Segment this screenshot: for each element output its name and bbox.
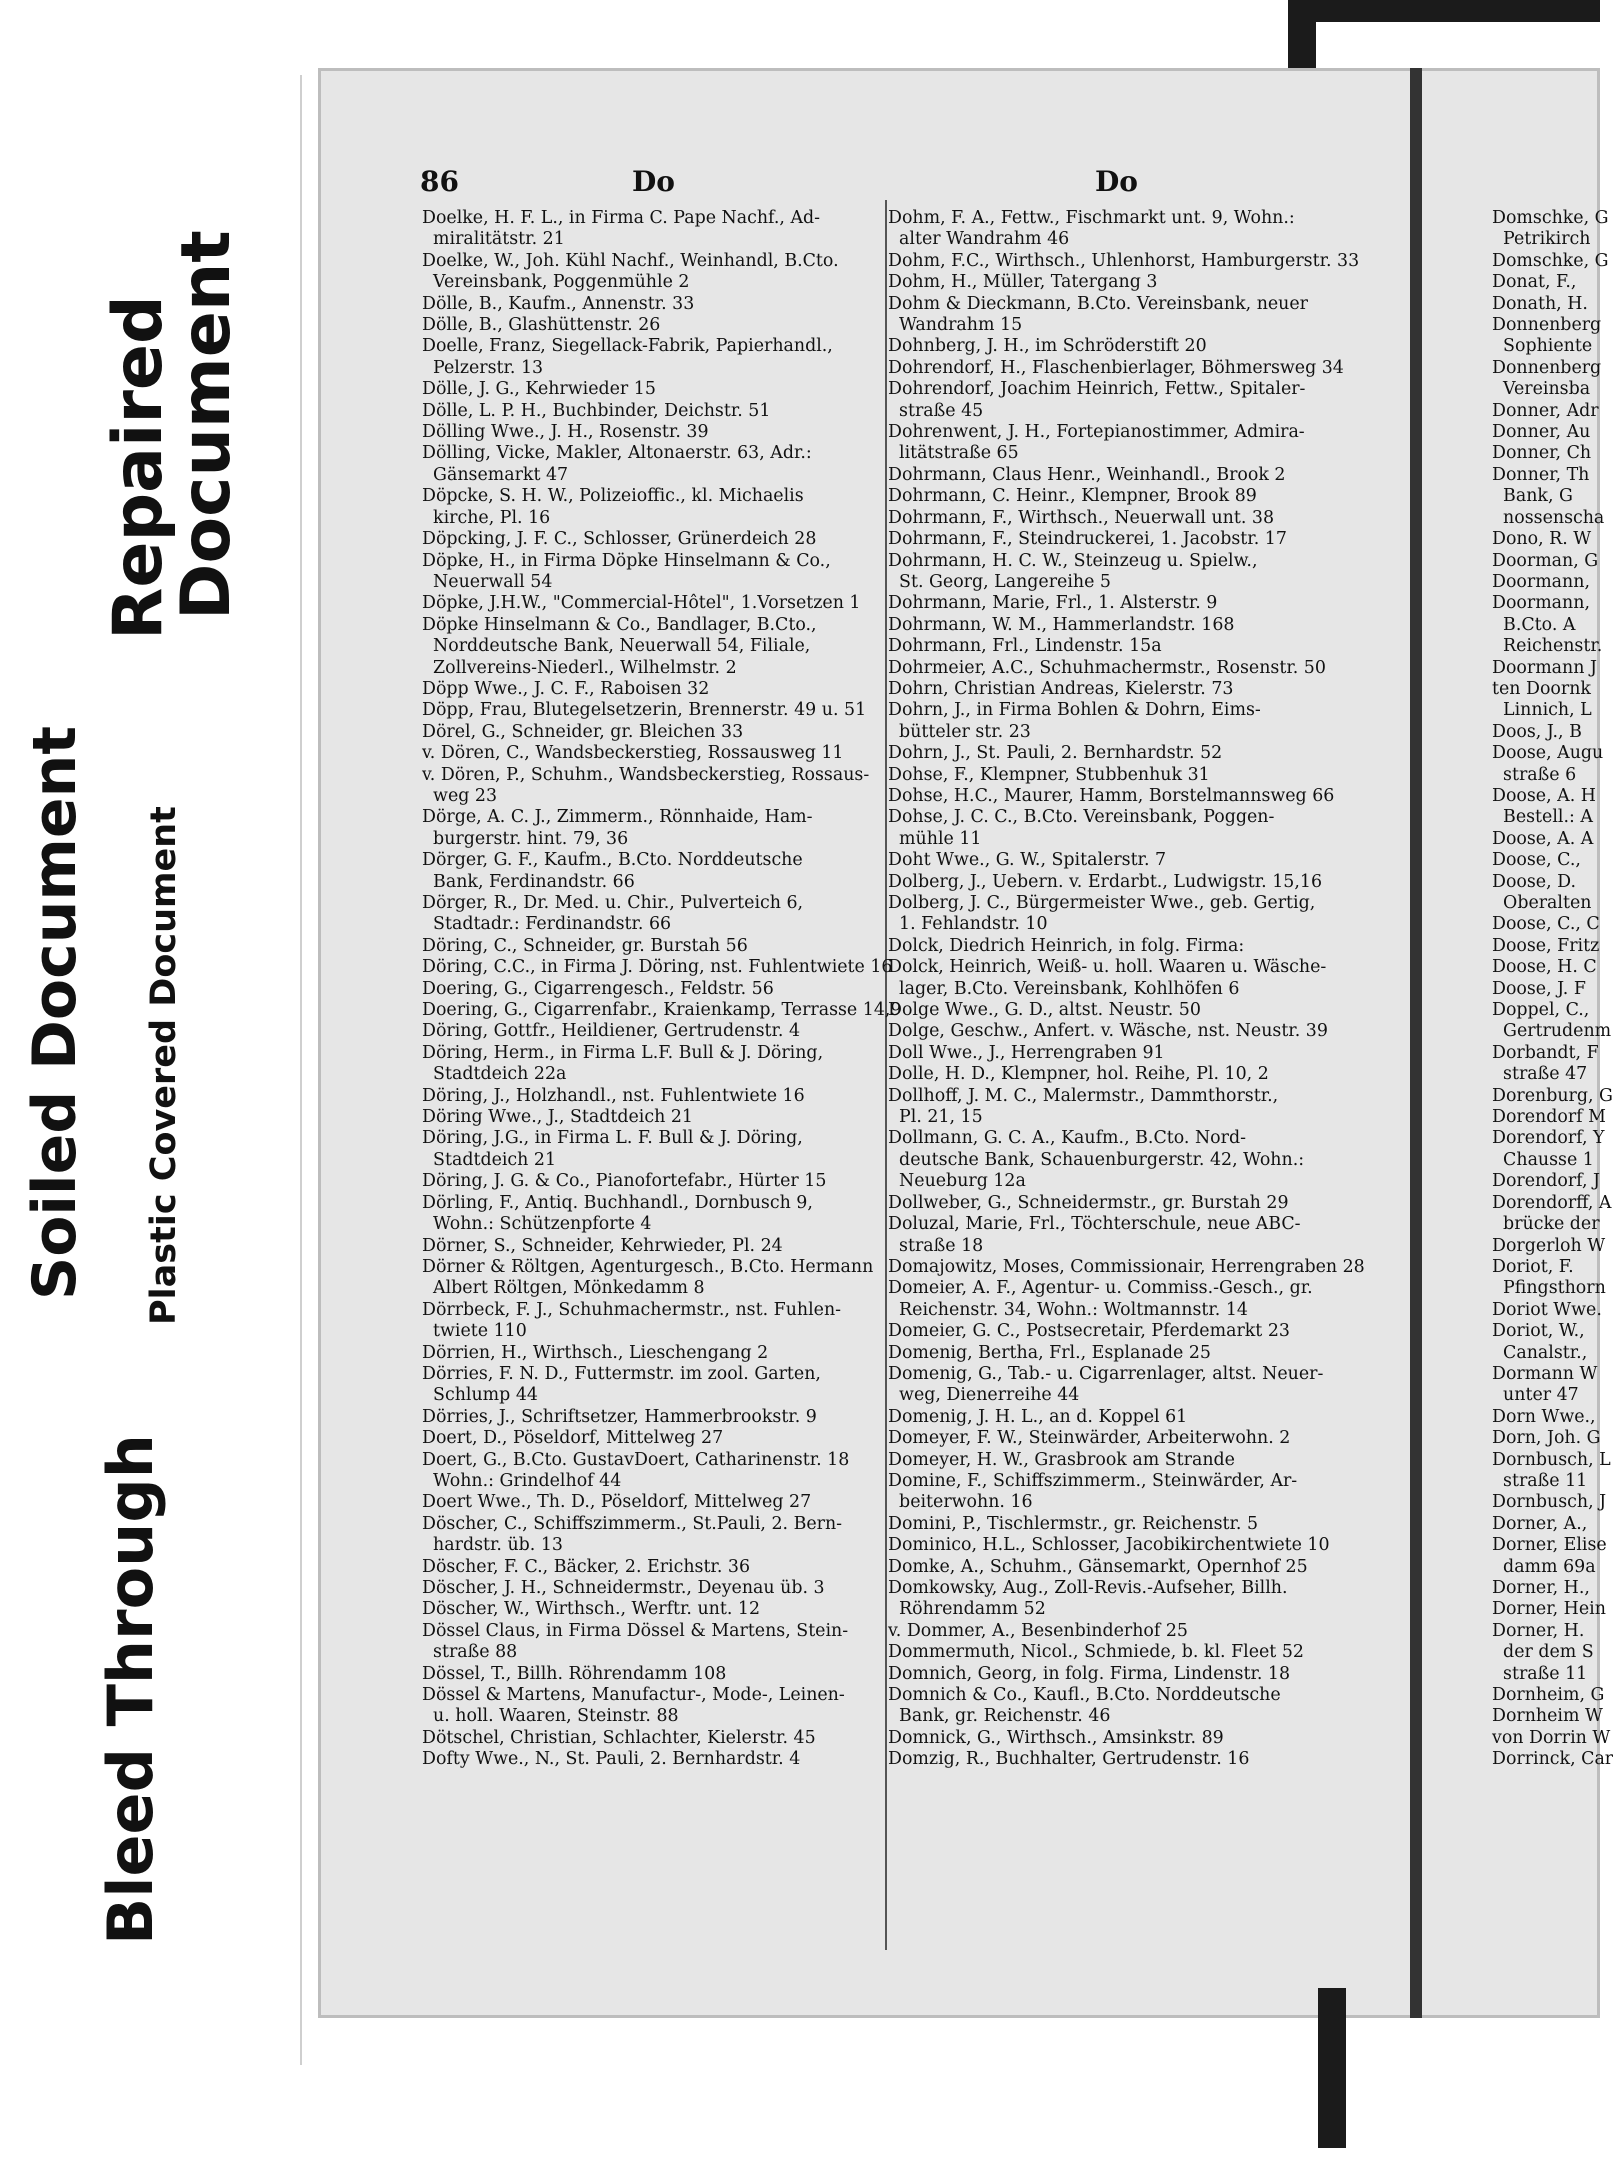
- directory-line: Dorrinck, Car: [1492, 1749, 1613, 1770]
- directory-line: Döring, J. G. & Co., Pianofortefabr., Hürter 15: [422, 1171, 827, 1192]
- scanner-strip-top: [1288, 0, 1316, 68]
- directory-line: hardstr. üb. 13: [422, 1535, 563, 1556]
- directory-line: Dornbusch, L: [1492, 1449, 1611, 1470]
- directory-line: Doose, Fritz: [1492, 935, 1600, 956]
- directory-line: Dohse, J. C. C., B.Cto. Vereinsbank, Poggen-: [888, 807, 1275, 828]
- directory-line: B.Cto. A: [1492, 614, 1576, 635]
- directory-line: Dohrendorf, Joachim Heinrich, Fettw., Spitaler-: [888, 379, 1306, 400]
- directory-line: Doht Wwe., G. W., Spitalerstr. 7: [888, 850, 1167, 871]
- directory-line: Dörrbeck, F. J., Schuhmachermstr., nst. Fuhlen-: [422, 1299, 842, 1320]
- directory-line: weg 23: [422, 785, 498, 806]
- directory-line: straße 88: [422, 1642, 518, 1663]
- directory-line: Döscher, F. C., Bäcker, 2. Erichstr. 36: [422, 1556, 751, 1577]
- directory-line: Dohrmann, H. C. W., Steinzeug u. Spielw.,: [888, 550, 1258, 571]
- repaired-line-2: Document: [167, 230, 246, 620]
- directory-line: straße 11: [1492, 1663, 1588, 1684]
- directory-line: beiterwohn. 16: [888, 1492, 1033, 1513]
- directory-line: Doluzal, Marie, Frl., Töchterschule, neue ABC-: [888, 1214, 1301, 1235]
- directory-line: twiete 110: [422, 1321, 527, 1342]
- directory-line: Pl. 21, 15: [888, 1107, 983, 1128]
- directory-line: Dohrenwent, J. H., Fortepianostimmer, Admira-: [888, 422, 1305, 443]
- directory-line: Dorner, Elise: [1492, 1535, 1607, 1556]
- directory-line: Dölle, L. P. H., Buchbinder, Deichstr. 51: [422, 400, 771, 421]
- directory-line: Wohn.: Grindelhof 44: [422, 1470, 622, 1491]
- directory-line: 1. Fehlandstr. 10: [888, 914, 1048, 935]
- directory-line: Dorendorf M: [1492, 1107, 1606, 1128]
- directory-line: Donner, Adr: [1492, 400, 1599, 421]
- directory-line: Domeyer, F. W., Steinwärder, Arbeiterwohn. 2: [888, 1428, 1291, 1449]
- directory-line: Donath, H.: [1492, 293, 1588, 314]
- directory-line: Dohm, F.C., Wirthsch., Uhlenhorst, Hamburgerstr. 33: [888, 250, 1360, 271]
- directory-line: Dössel Claus, in Firma Dössel & Martens, Stein-: [422, 1620, 849, 1641]
- directory-line: Dörel, G., Schneider, gr. Bleichen 33: [422, 721, 744, 742]
- directory-line: Gertrudenm: [1492, 1021, 1612, 1042]
- directory-line: Dolck, Heinrich, Weiß- u. holl. Waaren u. Wäsche-: [888, 957, 1327, 978]
- directory-line: Domeier, G. C., Postsecretair, Pferdemarkt 23: [888, 1321, 1290, 1342]
- directory-column-right: [1492, 208, 1613, 1771]
- directory-line: Zollvereins-Niederl., Wilhelmstr. 2: [422, 657, 737, 678]
- directory-line: straße 18: [888, 1235, 984, 1256]
- directory-line: Vereinsbank, Poggenmühle 2: [422, 272, 690, 293]
- directory-line: Dorbandt, F: [1492, 1042, 1599, 1063]
- directory-line: Domnich, Georg, in folg. Firma, Lindenstr. 18: [888, 1663, 1291, 1684]
- directory-line: Doelke, H. F. L., in Firma C. Pape Nachf., Ad-: [422, 208, 821, 228]
- directory-line: der dem S: [1492, 1642, 1594, 1663]
- directory-line: Sophiente: [1492, 336, 1593, 357]
- directory-line: Domajowitz, Moses, Commissionair, Herrengraben 28: [888, 1256, 1365, 1277]
- directory-line: Dorner, H.,: [1492, 1578, 1590, 1598]
- directory-line: Dörrien, H., Wirthsch., Lieschengang 2: [422, 1342, 769, 1363]
- directory-line: Dolge, Geschw., Anfert. v. Wäsche, nst. Neustr. 39: [888, 1021, 1328, 1042]
- directory-line: Doos, J., B: [1492, 721, 1582, 742]
- directory-line: Donner, Th: [1492, 464, 1590, 485]
- directory-line: Wohn.: Schützenpforte 4: [422, 1214, 652, 1235]
- directory-line: Dohrn, J., in Firma Bohlen & Dohrn, Eims-: [888, 700, 1261, 721]
- directory-line: Döring, Gottfr., Heildiener, Gertrudenstr. 4: [422, 1021, 801, 1042]
- directory-line: Oberalten: [1492, 893, 1592, 913]
- directory-line: Domschke, G: [1492, 208, 1609, 228]
- page-number: 86: [420, 165, 459, 198]
- directory-line: bütteler str. 23: [888, 721, 1031, 742]
- directory-line: ten Doornk: [1492, 678, 1591, 699]
- directory-line: Dolle, H. D., Klempner, hol. Reihe, Pl. 10, 2: [888, 1064, 1269, 1085]
- directory-line: Döpp Wwe., J. C. F., Raboisen 32: [422, 678, 710, 699]
- directory-line: Doose, D.: [1492, 871, 1577, 892]
- directory-line: Norddeutsche Bank, Neuerwall 54, Filiale,: [422, 636, 811, 657]
- directory-line: unter 47: [1492, 1385, 1579, 1406]
- directory-line: Döring, Herm., in Firma L.F. Bull & J. Döring,: [422, 1042, 824, 1063]
- directory-line: Dorenburg, G: [1492, 1085, 1613, 1106]
- directory-line: Dohrmann, Claus Henr., Weinhandl., Brook 2: [888, 464, 1286, 485]
- directory-line: Domenig, J. H. L., an d. Koppel 61: [888, 1406, 1188, 1427]
- directory-line: Dohrmann, F., Steindruckerei, 1. Jacobstr. 17: [888, 529, 1287, 550]
- directory-line: Döring Wwe., J., Stadtdeich 21: [422, 1107, 693, 1128]
- directory-line: Domke, A., Schuhm., Gänsemarkt, Opernhof 25: [888, 1556, 1308, 1577]
- directory-line: Döpcke, S. H. W., Polizeioffic., kl. Michaelis: [422, 486, 804, 507]
- directory-line: Reichenstr. 34, Wohn.: Woltmannstr. 14: [888, 1299, 1248, 1320]
- directory-line: Dormann W: [1492, 1363, 1598, 1384]
- directory-line: Domzig, R., Buchhalter, Gertrudenstr. 16: [888, 1749, 1250, 1770]
- directory-line: Röhrendamm 52: [888, 1599, 1046, 1620]
- directory-line: Dörge, A. C. J., Zimmerm., Rönnhaide, Ham-: [422, 807, 813, 828]
- directory-line: Dorner, Hein: [1492, 1599, 1606, 1620]
- directory-line: Döscher, W., Wirthsch., Werftr. unt. 12: [422, 1599, 761, 1620]
- directory-line: Dörger, R., Dr. Med. u. Chir., Pulverteich 6,: [422, 893, 804, 913]
- directory-line: Doormann,: [1492, 593, 1590, 614]
- directory-line: Canalstr.,: [1492, 1342, 1588, 1363]
- directory-line: lager, B.Cto. Vereinsbank, Kohlhöfen 6: [888, 978, 1240, 999]
- running-head-right: Do: [1095, 165, 1138, 198]
- scanner-edge-top: [1290, 0, 1600, 22]
- directory-line: Dorendorf, J: [1492, 1171, 1600, 1192]
- directory-line: Doose, C.,: [1492, 850, 1581, 871]
- directory-line: litätstraße 65: [888, 443, 1019, 464]
- directory-line: Stadtdeich 22a: [422, 1064, 567, 1085]
- directory-line: Dohm, H., Müller, Tatergang 3: [888, 272, 1158, 293]
- directory-line: Dollweber, G., Schneidermstr., gr. Burstah 29: [888, 1192, 1289, 1213]
- directory-line: straße 45: [888, 400, 984, 421]
- directory-line: Dörner, S., Schneider, Kehrwieder, Pl. 24: [422, 1235, 783, 1256]
- directory-line: mühle 11: [888, 828, 982, 849]
- directory-line: Donnenberg: [1492, 315, 1602, 336]
- directory-line: Donner, Au: [1492, 422, 1591, 443]
- directory-line: Döpke, H., in Firma Döpke Hinselmann & Co.,: [422, 550, 831, 571]
- directory-line: Dohrmann, Marie, Frl., 1. Alsterstr. 9: [888, 593, 1218, 614]
- directory-line: Neuerwall 54: [422, 571, 553, 592]
- directory-line: Dörries, J., Schriftsetzer, Hammerbrookstr. 9: [422, 1406, 817, 1427]
- directory-line: Dohm & Dieckmann, B.Cto. Vereinsbank, neuer: [888, 293, 1308, 314]
- directory-line: Schlump 44: [422, 1385, 538, 1406]
- directory-line: Doering, G., Cigarrengesch., Feldstr. 56: [422, 978, 774, 999]
- directory-line: Bestell.: A: [1492, 807, 1593, 828]
- directory-line: Domenig, Bertha, Frl., Esplanade 25: [888, 1342, 1212, 1363]
- directory-line: Doose, A. A: [1492, 828, 1594, 849]
- book-gutter: [1410, 68, 1422, 2018]
- directory-line: Döring, C.C., in Firma J. Döring, nst. Fuhlentwiete 16: [422, 957, 893, 978]
- directory-line: Dohrmann, C. Heinr., Klempner, Brook 89: [888, 486, 1257, 507]
- directory-line: Domini, P., Tischlermstr., gr. Reichenstr. 5: [888, 1513, 1259, 1534]
- directory-line: Donner, Ch: [1492, 443, 1592, 464]
- directory-line: Bank, Ferdinandstr. 66: [422, 871, 635, 892]
- directory-line: St. Georg, Langereihe 5: [888, 571, 1111, 592]
- directory-line: Dölling Wwe., J. H., Rosenstr. 39: [422, 422, 709, 443]
- directory-line: Doormann,: [1492, 571, 1590, 592]
- directory-line: Dohrn, Christian Andreas, Kielerstr. 73: [888, 678, 1234, 699]
- directory-column-left: [422, 208, 902, 1771]
- directory-line: Albert Röltgen, Mönkedamm 8: [422, 1278, 705, 1299]
- directory-line: Doose, H. C: [1492, 957, 1597, 978]
- directory-line: Dohse, H.C., Maurer, Hamm, Borstelmannsweg 66: [888, 785, 1335, 806]
- directory-line: Doert, G., B.Cto. GustavDoert, Catharinenstr. 18: [422, 1449, 850, 1470]
- directory-line: Dölling, Vicke, Makler, Altonaerstr. 63, Adr.:: [422, 443, 812, 464]
- directory-line: Döpke Hinselmann & Co., Bandlager, B.Cto.,: [422, 614, 817, 635]
- directory-line: Stadtdeich 21: [422, 1149, 557, 1170]
- directory-line: Linnich, L: [1492, 700, 1592, 721]
- directory-line: Dörling, F., Antiq. Buchhandl., Dornbusch 9,: [422, 1192, 813, 1213]
- directory-line: Doose, Augu: [1492, 743, 1604, 764]
- directory-line: Döring, J., Holzhandl., nst. Fuhlentwiete 16: [422, 1085, 805, 1106]
- directory-line: Domine, F., Schiffszimmerm., Steinwärder, Ar-: [888, 1470, 1298, 1491]
- directory-line: Dolge Wwe., G. D., altst. Neustr. 50: [888, 1000, 1201, 1021]
- directory-line: Bank, G: [1492, 486, 1573, 507]
- directory-line: Doriot, W.,: [1492, 1321, 1585, 1342]
- directory-line: damm 69a: [1492, 1556, 1596, 1577]
- directory-line: Domeier, A. F., Agentur- u. Commiss.-Gesch., gr.: [888, 1278, 1313, 1299]
- directory-line: Doose, J. F: [1492, 978, 1586, 999]
- scan-frame-edge: [300, 75, 302, 2065]
- directory-line: Dolck, Diedrich Heinrich, in folg. Firma:: [888, 935, 1245, 956]
- directory-line: Doelke, W., Joh. Kühl Nachf., Weinhandl, B.Cto.: [422, 250, 839, 271]
- directory-line: Chausse 1: [1492, 1149, 1594, 1170]
- directory-line: Domkowsky, Aug., Zoll-Revis.-Aufseher, Billh.: [888, 1578, 1288, 1598]
- directory-line: Domeyer, H. W., Grasbrook am Strande: [888, 1449, 1235, 1470]
- directory-line: Dorner, A.,: [1492, 1513, 1588, 1534]
- directory-line: Donat, F.,: [1492, 272, 1577, 293]
- directory-line: Dollmann, G. C. A., Kaufm., B.Cto. Nord-: [888, 1128, 1246, 1149]
- directory-line: v. Dören, P., Schuhm., Wandsbeckerstieg, Rossaus-: [422, 764, 870, 785]
- directory-line: Doppel, C.,: [1492, 1000, 1590, 1021]
- directory-line: Doriot Wwe.: [1492, 1299, 1602, 1320]
- directory-line: Doormann J: [1492, 657, 1597, 678]
- directory-line: Domenig, G., Tab.- u. Cigarrenlager, altst. Neuer-: [888, 1363, 1324, 1384]
- directory-line: Doert Wwe., Th. D., Pöseldorf, Mittelweg 27: [422, 1492, 812, 1513]
- directory-line: Döring, J.G., in Firma L. F. Bull & J. Döring,: [422, 1128, 803, 1149]
- directory-line: deutsche Bank, Schauenburgerstr. 42, Wohn.:: [888, 1149, 1305, 1170]
- directory-line: Gänsemarkt 47: [422, 464, 569, 485]
- directory-line: burgerstr. hint. 79, 36: [422, 828, 629, 849]
- running-head-left: Do: [632, 165, 675, 198]
- directory-line: Dölle, B., Kaufm., Annenstr. 33: [422, 293, 695, 314]
- directory-line: weg, Dienerreihe 44: [888, 1385, 1080, 1406]
- directory-column-middle: [888, 208, 1365, 1771]
- directory-line: Döpcking, J. F. C., Schlosser, Grünerdeich 28: [422, 529, 817, 550]
- directory-line: Dolberg, J., Uebern. v. Erdarbt., Ludwigstr. 15,16: [888, 871, 1323, 892]
- directory-line: Dössel, T., Billh. Röhrendamm 108: [422, 1663, 727, 1684]
- directory-line: Dölle, B., Glashüttenstr. 26: [422, 315, 661, 336]
- directory-line: Bank, gr. Reichenstr. 46: [888, 1706, 1111, 1727]
- directory-line: Dornbusch, J: [1492, 1492, 1607, 1513]
- directory-line: Dohse, F., Klempner, Stubbenhuk 31: [888, 764, 1210, 785]
- soiled-document-label: Soiled Document: [20, 725, 90, 1300]
- directory-line: Dorendorff, A: [1492, 1192, 1612, 1213]
- directory-line: Dorn Wwe.,: [1492, 1406, 1596, 1427]
- directory-line: Donnenberg: [1492, 357, 1602, 378]
- directory-line: Doose, A. H: [1492, 785, 1596, 806]
- directory-line: Pelzerstr. 13: [422, 357, 544, 378]
- directory-line: Dörries, F. N. D., Futtermstr. im zool. Garten,: [422, 1363, 821, 1384]
- directory-line: Döpp, Frau, Blutegelsetzerin, Brennerstr. 49 u. 51: [422, 700, 867, 721]
- directory-line: Doering, G., Cigarrenfabr., Kraienkamp, Terrasse 14,9: [422, 1000, 902, 1021]
- directory-line: Dorgerloh W: [1492, 1235, 1606, 1256]
- directory-line: Dössel & Martens, Manufactur-, Mode-, Leinen-: [422, 1685, 845, 1706]
- plastic-covered-label: Plastic Covered Document: [144, 806, 184, 1325]
- directory-line: Dohrmann, Frl., Lindenstr. 15a: [888, 636, 1162, 657]
- bleed-through-label: Bleed Through: [94, 1434, 167, 1945]
- directory-line: Dominico, H.L., Schlosser, Jacobikirchentwiete 10: [888, 1535, 1330, 1556]
- directory-line: Dolberg, J. C., Bürgermeister Wwe., geb. Gertig,: [888, 893, 1316, 913]
- directory-line: straße 11: [1492, 1470, 1588, 1491]
- directory-line: Doose, C., C: [1492, 914, 1600, 935]
- directory-line: Döpke, J.H.W., "Commercial-Hôtel", 1.Vorsetzen 1: [422, 593, 861, 614]
- directory-line: Dölle, J. G., Kehrwieder 15: [422, 379, 656, 400]
- directory-line: v. Dommer, A., Besenbinderhof 25: [888, 1620, 1188, 1641]
- directory-line: Dommermuth, Nicol., Schmiede, b. kl. Fleet 52: [888, 1642, 1304, 1663]
- directory-line: Döscher, J. H., Schneidermstr., Deyenau üb. 3: [422, 1578, 825, 1598]
- directory-line: Dohrmeier, A.C., Schuhmachermstr., Rosenstr. 50: [888, 657, 1326, 678]
- directory-line: Döscher, C., Schiffszimmerm., St.Pauli, 2. Bern-: [422, 1513, 843, 1534]
- directory-line: Neueburg 12a: [888, 1171, 1026, 1192]
- directory-line: Doorman, G: [1492, 550, 1599, 571]
- directory-line: v. Dören, C., Wandsbeckerstieg, Rossausweg 11: [422, 743, 844, 764]
- directory-line: Doriot, F.: [1492, 1256, 1574, 1277]
- directory-line: Domschke, G: [1492, 250, 1609, 271]
- directory-line: Dorn, Joh. G: [1492, 1428, 1601, 1449]
- directory-line: Dornheim, G: [1492, 1685, 1605, 1706]
- directory-line: nossenscha: [1492, 507, 1605, 528]
- directory-line: Stadtadr.: Ferdinandstr. 66: [422, 914, 672, 935]
- directory-line: Dörger, G. F., Kaufm., B.Cto. Norddeutsche: [422, 850, 803, 871]
- directory-line: Dornheim W: [1492, 1706, 1603, 1727]
- directory-line: Doert, D., Pöseldorf, Mittelweg 27: [422, 1428, 724, 1449]
- directory-line: Dohrmann, W. M., Hammerlandstr. 168: [888, 614, 1235, 635]
- repaired-line-1: Repaired: [99, 295, 178, 640]
- directory-line: Reichenstr.: [1492, 636, 1603, 657]
- directory-line: Wandrahm 15: [888, 315, 1023, 336]
- directory-line: Pfingsthorn: [1492, 1278, 1606, 1299]
- directory-line: brücke der: [1492, 1214, 1600, 1235]
- directory-line: Vereinsba: [1492, 379, 1591, 400]
- directory-line: Dohnberg, J. H., im Schröderstift 20: [888, 336, 1207, 357]
- directory-line: Dohm, F. A., Fettw., Fischmarkt unt. 9, Wohn.:: [888, 208, 1295, 228]
- directory-line: Doll Wwe., J., Herrengraben 91: [888, 1042, 1165, 1063]
- directory-line: straße 47: [1492, 1064, 1588, 1085]
- directory-line: Dohrn, J., St. Pauli, 2. Bernhardstr. 52: [888, 743, 1223, 764]
- directory-line: Petrikirch: [1492, 229, 1591, 250]
- repaired-document-label: [99, 230, 246, 640]
- directory-line: Domnich & Co., Kaufl., B.Cto. Norddeutsche: [888, 1685, 1281, 1706]
- directory-line: Dohrendorf, H., Flaschenbierlager, Böhmersweg 34: [888, 357, 1344, 378]
- directory-line: alter Wandrahm 46: [888, 229, 1070, 250]
- directory-line: Dötschel, Christian, Schlachter, Kielerstr. 45: [422, 1727, 816, 1748]
- directory-line: kirche, Pl. 16: [422, 507, 551, 528]
- directory-line: Döring, C., Schneider, gr. Burstah 56: [422, 935, 748, 956]
- directory-line: Dollhoff, J. M. C., Malermstr., Dammthorstr.,: [888, 1085, 1279, 1106]
- directory-line: miralitätstr. 21: [422, 229, 565, 250]
- directory-line: Dono, R. W: [1492, 529, 1592, 550]
- directory-line: straße 6: [1492, 764, 1577, 785]
- directory-line: Domnick, G., Wirthsch., Amsinkstr. 89: [888, 1727, 1224, 1748]
- directory-line: Doelle, Franz, Siegellack-Fabrik, Papierhandl.,: [422, 336, 833, 357]
- scanner-strip-bottom: [1318, 1988, 1346, 2148]
- directory-line: Dörner & Röltgen, Agenturgesch., B.Cto. Hermann: [422, 1256, 874, 1277]
- directory-line: Dorendorf, Y: [1492, 1128, 1605, 1149]
- directory-line: u. holl. Waaren, Steinstr. 88: [422, 1706, 679, 1727]
- directory-line: Dofty Wwe., N., St. Pauli, 2. Bernhardstr. 4: [422, 1749, 801, 1770]
- directory-line: von Dorrin W: [1492, 1727, 1611, 1748]
- directory-line: Dohrmann, F., Wirthsch., Neuerwall unt. 38: [888, 507, 1275, 528]
- directory-line: Dorner, H.: [1492, 1620, 1585, 1641]
